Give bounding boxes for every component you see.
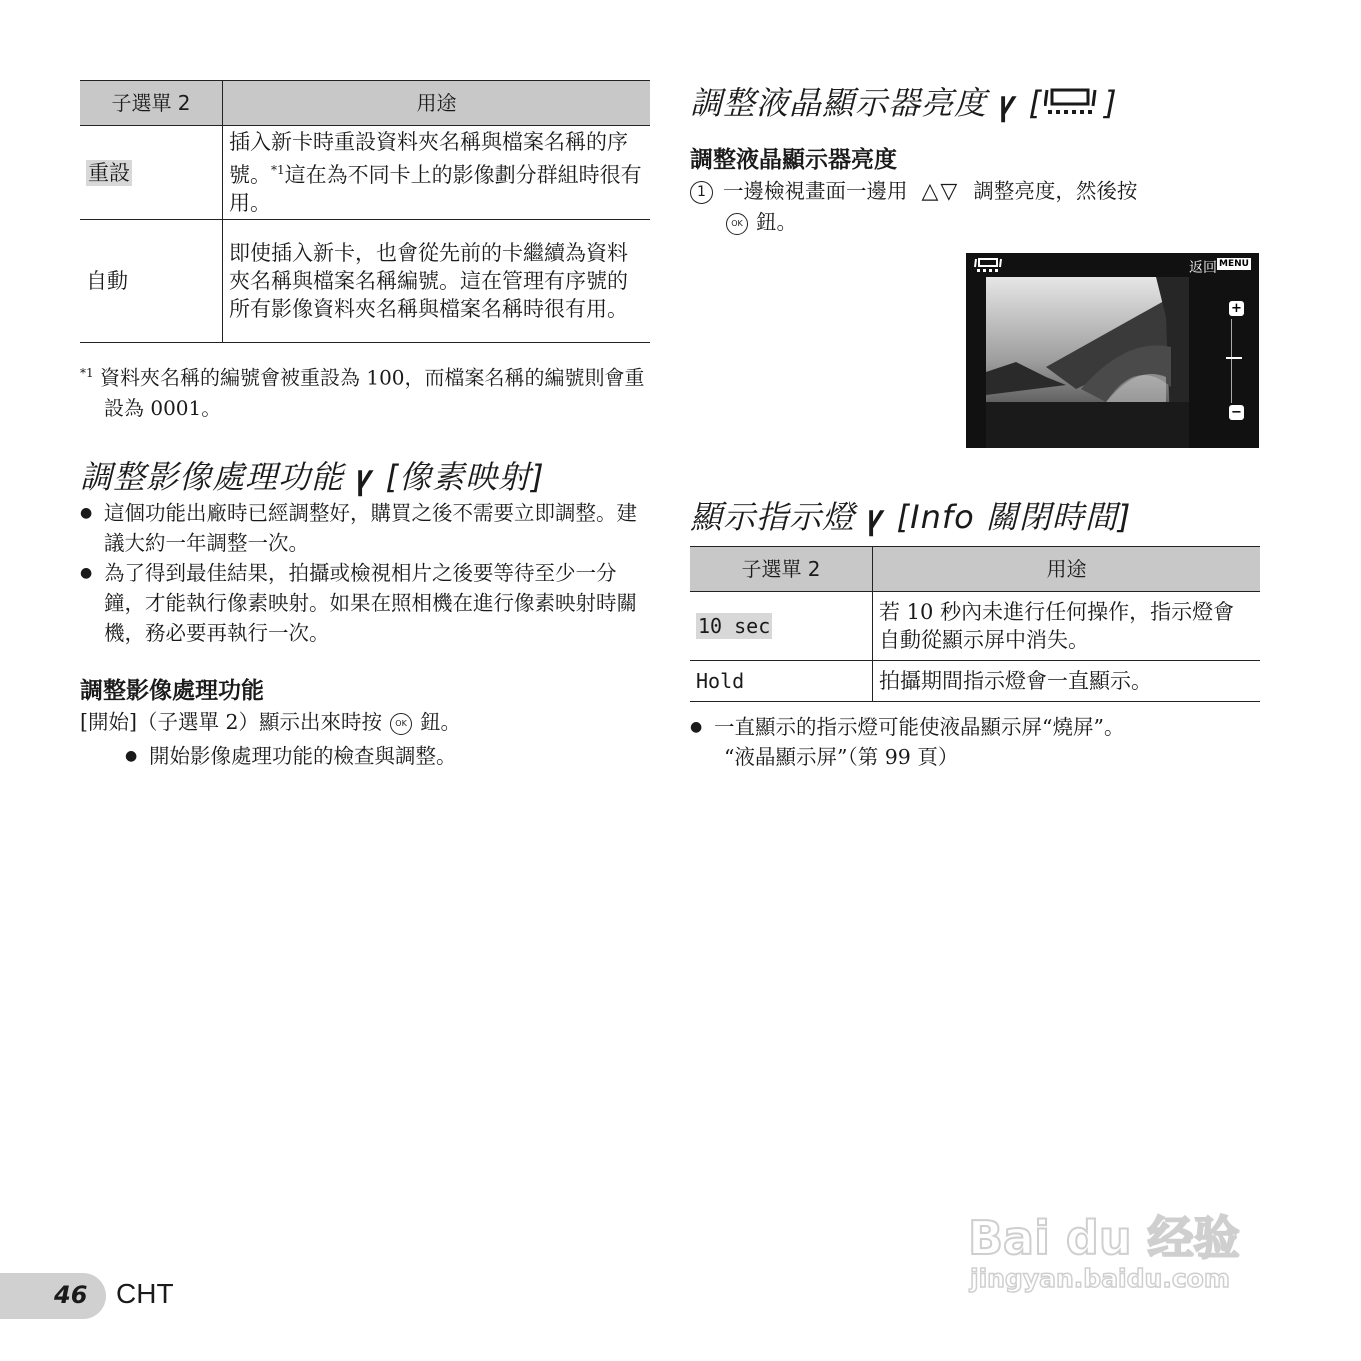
table-header-usage: 用途	[223, 81, 651, 126]
row-value: 拍攝期間指示燈會一直顯示。	[873, 661, 1261, 702]
language-label: CHT	[116, 1278, 174, 1309]
list-item: ● 開始影像處理功能的檢查與調整。	[125, 741, 645, 771]
footnote-mark: *1	[271, 163, 285, 177]
slider-track	[1231, 319, 1243, 403]
step-number: 1	[690, 181, 713, 204]
menu-label: [像素映射]	[385, 458, 545, 496]
baidu-watermark	[968, 1192, 1288, 1312]
row-key-10sec: 10 sec	[698, 614, 771, 638]
watermark-url: jingyan.baidu.com	[970, 1264, 1230, 1293]
table-row	[690, 592, 1260, 661]
subsection-title: 調整影像處理功能	[80, 678, 264, 704]
page-number-tab	[0, 1273, 106, 1319]
page-reference: “液晶顯示屏”（第 99 頁）	[724, 745, 959, 769]
minus-icon: −	[1229, 405, 1244, 420]
table-row	[80, 126, 650, 220]
camera-screen-illustration	[966, 253, 1259, 448]
bullet-list	[690, 712, 1260, 772]
section-title-indicator: 顯示指示燈 ꝩ [Info 關閉時間]	[690, 498, 1132, 536]
indicator-table	[690, 546, 1260, 702]
subsection-title: 調整液晶顯示器亮度	[690, 147, 897, 173]
row-value-cont: 這在為不同卡上的影像劃分群組時很有用。	[229, 163, 642, 215]
list-item: ● 這個功能出廠時已經調整好，購買之後不需要立即調整。建議大約一年調整一次。	[80, 498, 640, 558]
table-header-usage: 用途	[873, 547, 1261, 592]
slider-level-marker	[1226, 357, 1242, 359]
wrench-icon: ꝩ	[867, 498, 885, 536]
ok-button-icon: OK	[390, 713, 412, 735]
folder-naming-table	[80, 80, 650, 343]
row-value: 即使插入新卡，也會從先前的卡繼續為資料夾名稱與檔案名稱編號。這在管理有序號的所有影像資料夾名稱與檔案名稱時很有用。	[223, 220, 651, 343]
menu-label: [Info 關閉時間]	[896, 498, 1132, 536]
brightness-icon	[974, 257, 1004, 277]
page-number: 46	[54, 1281, 88, 1309]
table-row	[80, 220, 650, 343]
list-item: ● 為了得到最佳結果，拍攝或檢視相片之後要等待至少一分鐘，才能執行像素映射。如果在照相機在進行像素映射時關機，務必要再執行一次。	[80, 558, 640, 648]
table-header-submenu: 子選單 2	[80, 81, 223, 126]
step-text: [開始]（子選單 2）顯示出來時按 OK 鈕。	[80, 710, 462, 734]
row-key-reset: 重設	[88, 160, 130, 185]
wrench-icon: ꝩ	[999, 84, 1017, 122]
plus-icon: +	[1229, 301, 1244, 316]
wrench-icon: ꝩ	[356, 458, 374, 496]
row-value: 若 10 秒內未進行任何操作，指示燈會自動從顯示屏中消失。	[873, 592, 1261, 661]
table-row	[690, 661, 1260, 702]
bridge-photo	[986, 277, 1189, 448]
table-header-submenu: 子選單 2	[690, 547, 873, 592]
section-title-lcd-brightness: 調整液晶顯示器亮度 ꝩ [ ]	[690, 84, 1118, 122]
screen-top-bar	[966, 253, 1259, 277]
row-key-auto: 自動	[86, 269, 128, 293]
menu-button-icon: MENU	[1219, 259, 1249, 269]
footnote-text: 資料夾名稱的編號會被重設為 100，而檔案名稱的編號則會重設為 0001。	[100, 365, 645, 420]
row-key-hold: Hold	[696, 669, 745, 693]
footnote-mark: *1	[80, 366, 94, 380]
section-title-pixel-mapping: 調整影像處理功能 ꝩ [像素映射]	[80, 458, 545, 496]
bullet-list	[80, 498, 640, 648]
brightness-icon	[1044, 86, 1102, 124]
step-1: 1 一邊檢視畫面一邊用 △▽ 調整亮度，然後按 OK 鈕。	[690, 176, 1260, 237]
footnote	[80, 358, 664, 423]
ok-button-icon: OK	[726, 213, 748, 235]
brightness-slider[interactable]	[1227, 301, 1247, 421]
list-item: ● 一直顯示的指示燈可能使液晶顯示屏“燒屏”。 “液晶顯示屏”（第 99 頁）	[690, 712, 1260, 772]
watermark-logo: Bai du 经验	[968, 1211, 1240, 1265]
step-bullet	[125, 741, 645, 771]
back-label: 返回	[1189, 260, 1217, 276]
row-value: 插入新卡時重設資料夾名稱與檔案名稱的序號。	[229, 130, 628, 187]
up-down-arrows-icon: △▽	[921, 179, 960, 204]
